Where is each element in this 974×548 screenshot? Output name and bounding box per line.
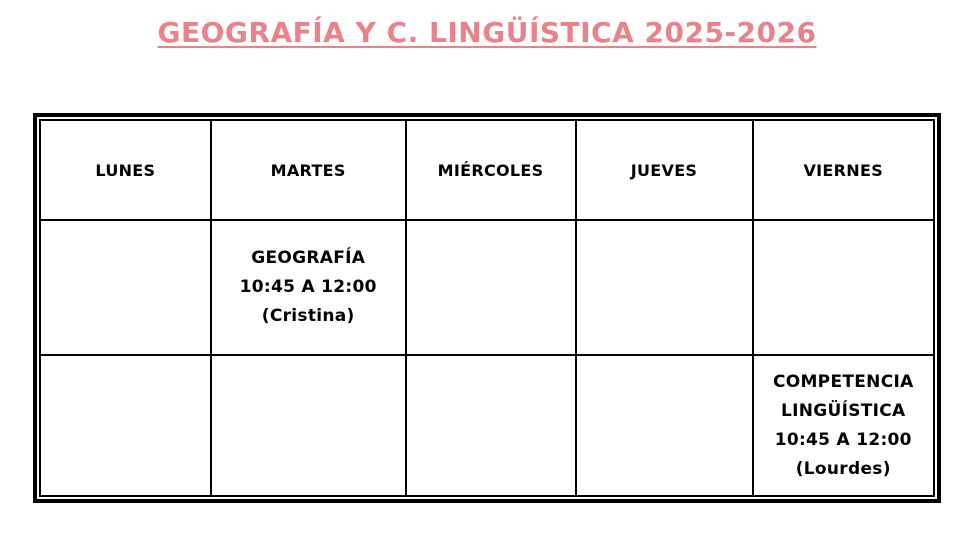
schedule-cell-empty <box>576 355 753 496</box>
subject-name-line-1: COMPETENCIA <box>772 371 914 392</box>
subject-teacher: (Lourdes) <box>795 458 891 479</box>
schedule-cell-empty <box>576 220 753 355</box>
column-header-jueves: JUEVES <box>576 120 753 220</box>
column-header-lunes: LUNES <box>40 120 211 220</box>
subject-time: 10:45 A 12:00 <box>239 277 377 297</box>
schedule-cell-empty <box>406 355 576 496</box>
schedule-cell-competencia-linguistica <box>753 355 935 496</box>
page-title: GEOGRAFÍA Y C. LINGÜÍSTICA 2025-2026 <box>157 16 817 49</box>
schedule-cell-geografia <box>211 220 406 355</box>
schedule-cell-empty <box>753 220 935 355</box>
subject-name: GEOGRAFÍA <box>251 248 366 268</box>
table-row <box>40 355 934 496</box>
schedule-cell-empty <box>40 355 211 496</box>
schedule-cell-empty <box>211 355 406 496</box>
schedule-cell-empty <box>40 220 211 355</box>
schedule-table <box>39 119 935 497</box>
column-header-martes: MARTES <box>211 120 406 220</box>
subject-name-line-2: LINGÜÍSTICA <box>780 400 906 421</box>
header-row <box>40 120 934 220</box>
column-header-miercoles: MIÉRCOLES <box>406 120 576 220</box>
table-row <box>40 220 934 355</box>
schedule-table-frame <box>33 113 941 503</box>
column-header-viernes: VIERNES <box>753 120 935 220</box>
subject-time: 10:45 A 12:00 <box>774 429 912 450</box>
schedule-cell-empty <box>406 220 576 355</box>
subject-teacher: (Cristina) <box>261 306 355 326</box>
